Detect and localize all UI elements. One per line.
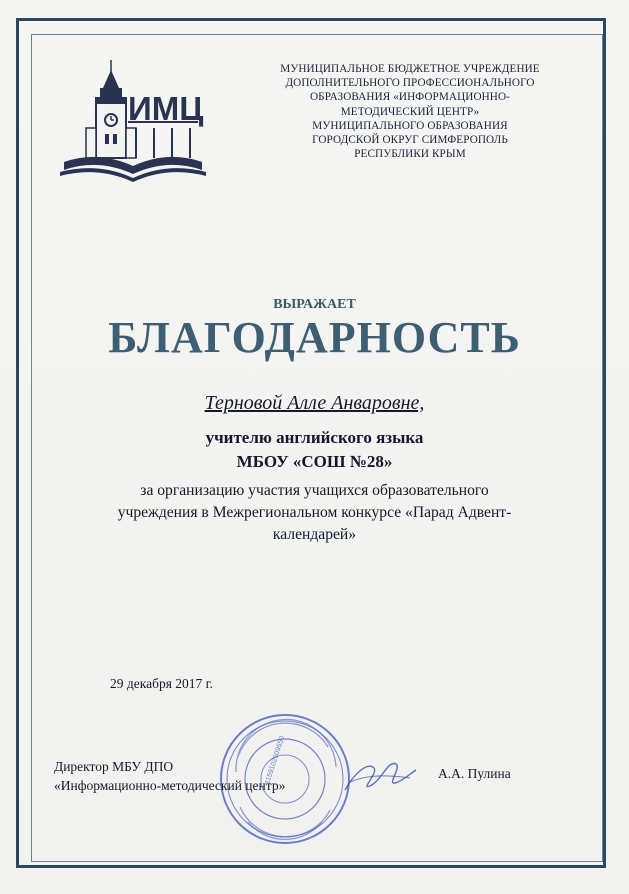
handwritten-signature-icon [340, 752, 420, 797]
svg-text:1159102009550: 1159102009550 [264, 735, 287, 786]
director-title [54, 757, 285, 795]
svg-text:ИМЦ: ИМЦ [128, 90, 204, 127]
reason-line: учреждения в Межрегиональном конкурсе «Парад Адвент- [117, 504, 512, 521]
recipient-position: учителю английского языка [205, 428, 424, 447]
director-line: «Информационно-методический центр» [54, 778, 286, 793]
org-line: ГОРОДСКОЙ ОКРУГ СИМФЕРОПОЛЬ [312, 134, 508, 147]
recipient-school: МБОУ «СОШ №28» [236, 452, 393, 471]
award-reason [82, 480, 547, 546]
expresses-heading: ВЫРАЖАЕТ [273, 297, 356, 312]
org-line: ОБРАЗОВАНИЯ «ИНФОРМАЦИОННО- [310, 91, 510, 104]
org-line: РЕСПУБЛИКИ КРЫМ [354, 148, 466, 161]
director-line: Директор МБУ ДПО [54, 759, 174, 774]
org-line: МУНИЦИПАЛЬНОГО ОБРАЗОВАНИЯ [312, 119, 508, 132]
reason-line: календарей» [272, 526, 357, 543]
org-line: МЕТОДИЧЕСКИЙ ЦЕНТР» [340, 105, 480, 118]
gratitude-title: БЛАГОДАРНОСТЬ [108, 313, 521, 362]
issue-date: 29 декабря 2017 г. [110, 676, 214, 691]
org-line: ДОПОЛНИТЕЛЬНОГО ПРОФЕССИОНАЛЬНОГО [285, 77, 535, 90]
recipient-name: Терновой Алле Анваровне, [204, 392, 425, 414]
org-line: МУНИЦИПАЛЬНОЕ БЮДЖЕТНОЕ УЧРЕЖДЕНИЕ [280, 63, 540, 75]
reason-line: за организацию участия учащихся образовательного [140, 482, 489, 499]
tower-on-book-logo-icon [58, 58, 208, 190]
signer-name: А.А. Пулина [438, 766, 511, 781]
organization-name [255, 62, 565, 161]
